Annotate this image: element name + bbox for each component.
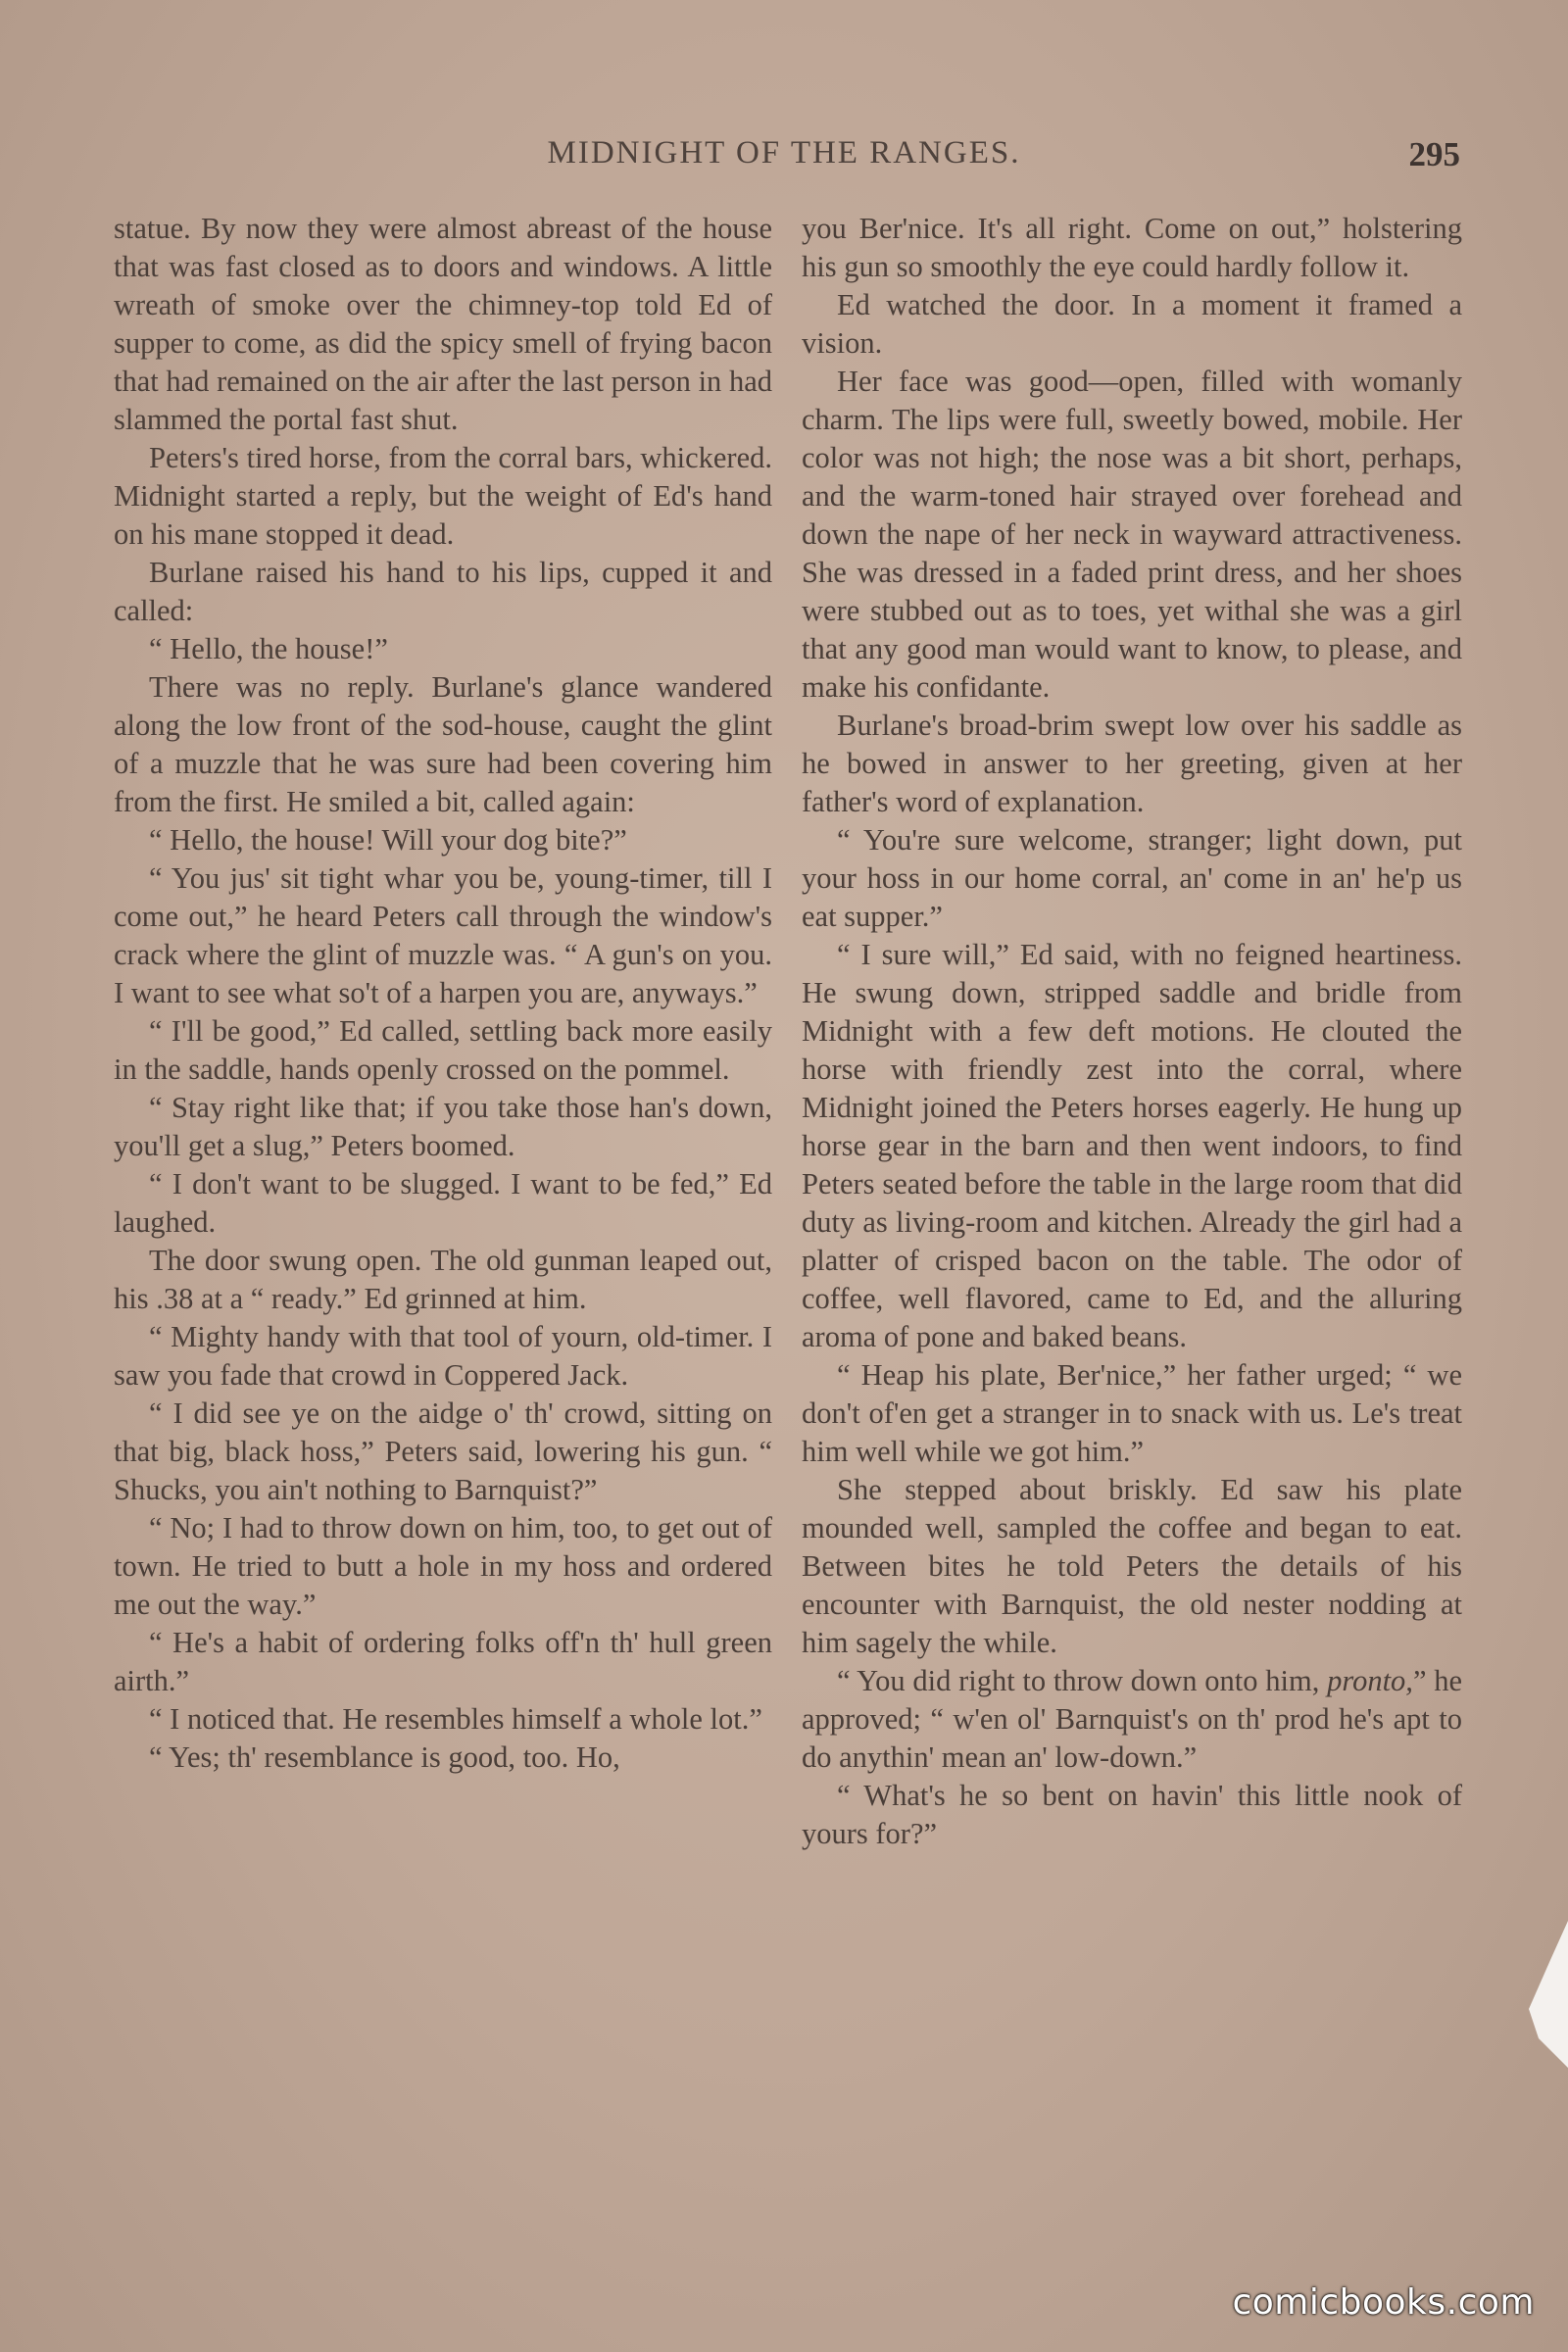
page-number: 295 [1408, 135, 1460, 173]
running-head [108, 135, 1460, 184]
running-title: MIDNIGHT OF THE RANGES. [547, 135, 1021, 171]
paragraph: statue. By now they were almost abreast of the house that was fast closed as to doors and windows. A little wreath of smoke over the chimney-top told Ed of supper to come, as did the spicy smell of frying bacon that had remained on the air after the last person in had slammed the portal fast shut. [114, 212, 772, 436]
paragraph: “ What's he so bent on havin' this little nook of yours for?” [802, 1779, 1462, 1850]
paragraph: “ No; I had to throw down on him, too, to get out of town. He tried to butt a hole in my hoss and ordered me out the way.” [114, 1511, 772, 1621]
paragraph: “ You jus' sit tight whar you be, young-timer, till I come out,” he heard Peters call through the window's crack where the glint of muzzle was. “ A gun's on you. I want to see what so't of a harpen you are, anyways.” [114, 861, 772, 1009]
watermark: comicbooks.com [1232, 2282, 1535, 2323]
paragraph: “ I'll be good,” Ed called, settling back more easily in the saddle, hands openly crossed on the pommel. [114, 1014, 772, 1086]
paragraph: “ I did see ye on the aidge o' th' crowd, sitting on that big, black hoss,” Peters said, lowering his gun. “ Shucks, you ain't nothing to Barnquist?” [114, 1396, 772, 1506]
paragraph: “ He's a habit of ordering folks off'n th' hull green airth.” [114, 1626, 772, 1697]
paragraph: Her face was good—open, filled with womanly charm. The lips were full, sweetly bowed, mobile. Her color was not high; the nose was a bit short, perhaps, and the warm-toned hair strayed over forehead and down the nape of her neck in wayward attractiveness. She was dressed in a faded print dress, and her shoes were stubbed out as to toes, yet withal she was a girl that any good man would want to know, to please, and make his confidante. [802, 365, 1462, 704]
paragraph: you Ber'nice. It's all right. Come on out,” holstering his gun so smoothly the eye could hardly follow it. [802, 212, 1462, 283]
paragraph-pronto [802, 1662, 1462, 1777]
paragraph: Peters's tired horse, from the corral bars, whickered. Midnight started a reply, but the weight of Ed's hand on his mane stopped it dead. [114, 441, 772, 551]
paragraph: “ You're sure welcome, stranger; light down, put your hoss in our home corral, an' come in an' he'p us eat supper.” [802, 823, 1462, 933]
pronto-open: “ You did right to throw down onto him, [837, 1664, 1320, 1697]
paragraph: “ Hello, the house! Will your dog bite?” [149, 823, 627, 857]
pronto-italic: pronto, [1327, 1664, 1413, 1697]
paragraph: “ Mighty handy with that tool of yourn, old-timer. I saw you fade that crowd in Coppered Jack. [114, 1320, 772, 1392]
paragraph: Burlane raised his hand to his lips, cupped it and called: [114, 556, 772, 627]
paragraph: Burlane's broad-brim swept low over his saddle as he bowed in answer to her greeting, given at her father's word of explanation. [802, 709, 1462, 818]
paragraph: “ I sure will,” Ed said, with no feigned heartiness. He swung down, stripped saddle and bridle from Midnight with a few deft motions. He clouted the horse with friendly zest into the corral, where Midnight joined the Peters horses eagerly. He hung up horse gear in the barn and then went indoors, to find Peters seated before the table in the large room that did duty as living-room and kitchen. Already the girl had a platter of crisped bacon on the table. The odor of coffee, well flavored, came to Ed, and the alluring aroma of pone and baked beans. [802, 938, 1462, 1353]
paragraph: There was no reply. Burlane's glance wandered along the low front of the sod-house, caught the glint of a muzzle that he was sure had been covering him from the first. He smiled a bit, called again: [114, 670, 772, 818]
paragraph: “ Stay right like that; if you take those han's down, you'll get a slug,” Peters boomed. [114, 1091, 772, 1162]
left-column [114, 210, 772, 1777]
paragraph: The door swung open. The old gunman leaped out, his .38 at a “ ready.” Ed grinned at him. [114, 1244, 772, 1315]
paragraph: “ Yes; th' resemblance is good, too. Ho, [149, 1740, 620, 1774]
page-tear [1509, 1921, 1568, 2078]
pronto-rest: ” he approved; “ w'en ol' Barnquist's on th' prod he's apt to do anythin' mean an' low-down.” [802, 1664, 1463, 1774]
paragraph: Ed watched the door. In a moment it framed a vision. [802, 288, 1462, 360]
paragraph: “ Heap his plate, Ber'nice,” her father urged; “ we don't of'en get a stranger in to snack with us. Le's treat him well while we got him.” [802, 1358, 1462, 1468]
paragraph: “ I noticed that. He resembles himself a whole lot.” [149, 1702, 762, 1736]
right-column [802, 210, 1462, 1853]
paragraph: “ I don't want to be slugged. I want to be fed,” Ed laughed. [114, 1167, 772, 1239]
paragraph: “ Hello, the house!” [149, 632, 388, 665]
paragraph: She stepped about briskly. Ed saw his plate mounded well, sampled the coffee and began to eat. Between bites he told Peters the details of his encounter with Barnquist, the old nester nodding at him sagely the while. [802, 1473, 1462, 1659]
